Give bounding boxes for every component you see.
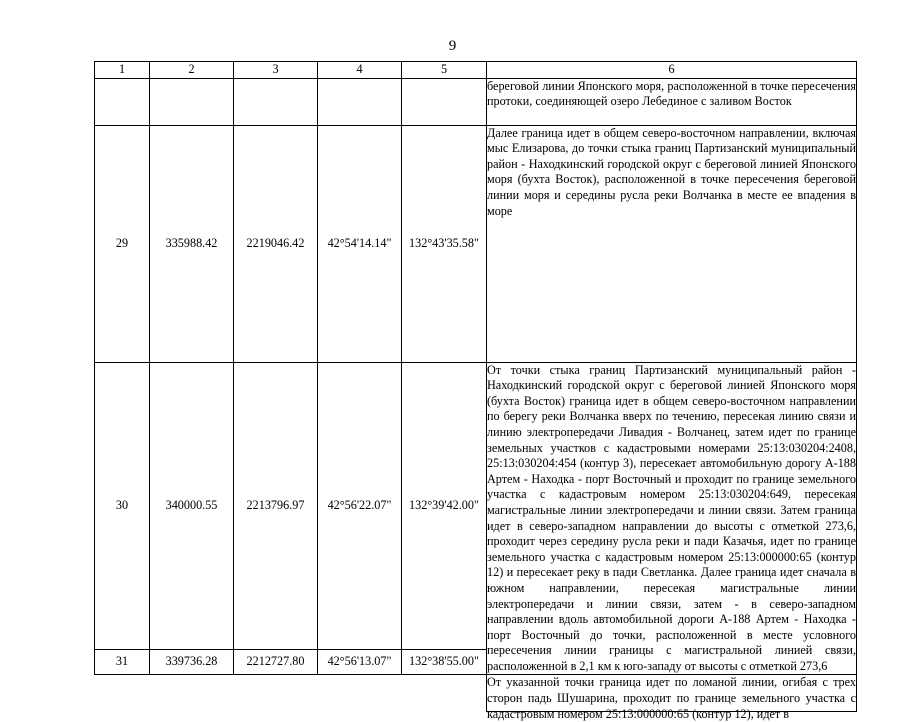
empty-cell: [150, 78, 234, 125]
boundary-description: береговой линии Японского моря, расположенной в точке пересечения протоки, соединяющей озеро Лебединое с заливом Восток: [487, 78, 857, 125]
x-coordinate: 339736.28: [150, 649, 234, 675]
point-number: 30: [95, 362, 150, 649]
column-header: 5: [402, 62, 487, 79]
boundary-description-text: От указанной точки граница идет по ломаной линии, огибая с трех сторон падь Шушарина, проходит по границе земельного участка с кадастровым номером 25:13:000000:65 (контур 12), идет в: [487, 675, 856, 721]
empty-cell: [95, 78, 150, 125]
table-row: [95, 362, 857, 649]
y-coordinate: 2219046.42: [234, 125, 318, 362]
table-row: [95, 125, 857, 362]
boundary-description-cut: [487, 675, 857, 721]
latitude: 42°54'14.14": [318, 125, 402, 362]
longitude: 132°38'55.00": [402, 649, 487, 675]
y-coordinate: 2212727.80: [234, 649, 318, 675]
column-header: 6: [487, 62, 857, 79]
table-row: [95, 78, 857, 125]
column-header: 1: [95, 62, 150, 79]
point-number: 29: [95, 125, 150, 362]
empty-cell: [95, 675, 487, 712]
column-header: 3: [234, 62, 318, 79]
empty-cell: [402, 78, 487, 125]
boundary-points-table: [94, 61, 857, 721]
table-row: [95, 675, 857, 712]
latitude: 42°56'22.07": [318, 362, 402, 649]
y-coordinate: 2213796.97: [234, 362, 318, 649]
boundary-description: От точки стыка границ Партизанский муниципальный район - Находкинский городской округ с береговой линией Японского моря (бухта Восток) граница идет в общем северо-восточном направлении по берегу реки Волчанка вверх по течению, пересекая линию связи и линию электропередачи Ливадия - Волчанец, затем идет по границе земельных участков с кадастровыми номерами 25:13:030204:2408, 25:13:030204:454 (контур 3), пересекает автомобильную дорогу А-188 Артем - Находка - порт Восточный и проходит по границе земельного участка с кадастровым номером 25:13:030204:649, пересекая магистральные линии электропередачи и линии связи. Затем граница идет в северо-западном направлении до высоты с отметкой 273,6, проходит через середину русла реки и пади Казачья, идет по границе земельного участка с кадастровым номером 25:13:000000:65 (контур 12) и пересекает реку в пади Светланка. Далее граница идет сначала в южном направлении, пересекая магистральные линии электропередачи и линии связи, затем - в северо-западном направлении вдоль автомобильной дороги А-188 Артем - Находка - порт Восточный до точки, расположенной в месте условного пересечения линии границы с магистральной линией связи, расположенной в 2,1 км к юго-западу от высоты с отметкой 273,6: [487, 362, 857, 675]
boundary-description: Далее граница идет в общем северо-восточном направлении, включая мыс Елизарова, до точки стыка границ Партизанский муниципальный район - Находкинский городской округ с береговой линией Японского моря (бухта Восток), расположенной в точке пересечения береговой линии моря и середины русла реки Волчанка в месте ее впадения в море: [487, 125, 857, 362]
longitude: 132°39'42.00": [402, 362, 487, 649]
empty-cell: [234, 78, 318, 125]
empty-cell: [318, 78, 402, 125]
latitude: 42°56'13.07": [318, 649, 402, 675]
longitude: 132°43'35.58": [402, 125, 487, 362]
point-number: 31: [95, 649, 150, 675]
column-header: 4: [318, 62, 402, 79]
x-coordinate: 340000.55: [150, 362, 234, 649]
x-coordinate: 335988.42: [150, 125, 234, 362]
column-header: 2: [150, 62, 234, 79]
table-header-row: [95, 62, 857, 79]
page-number: 9: [448, 38, 457, 54]
